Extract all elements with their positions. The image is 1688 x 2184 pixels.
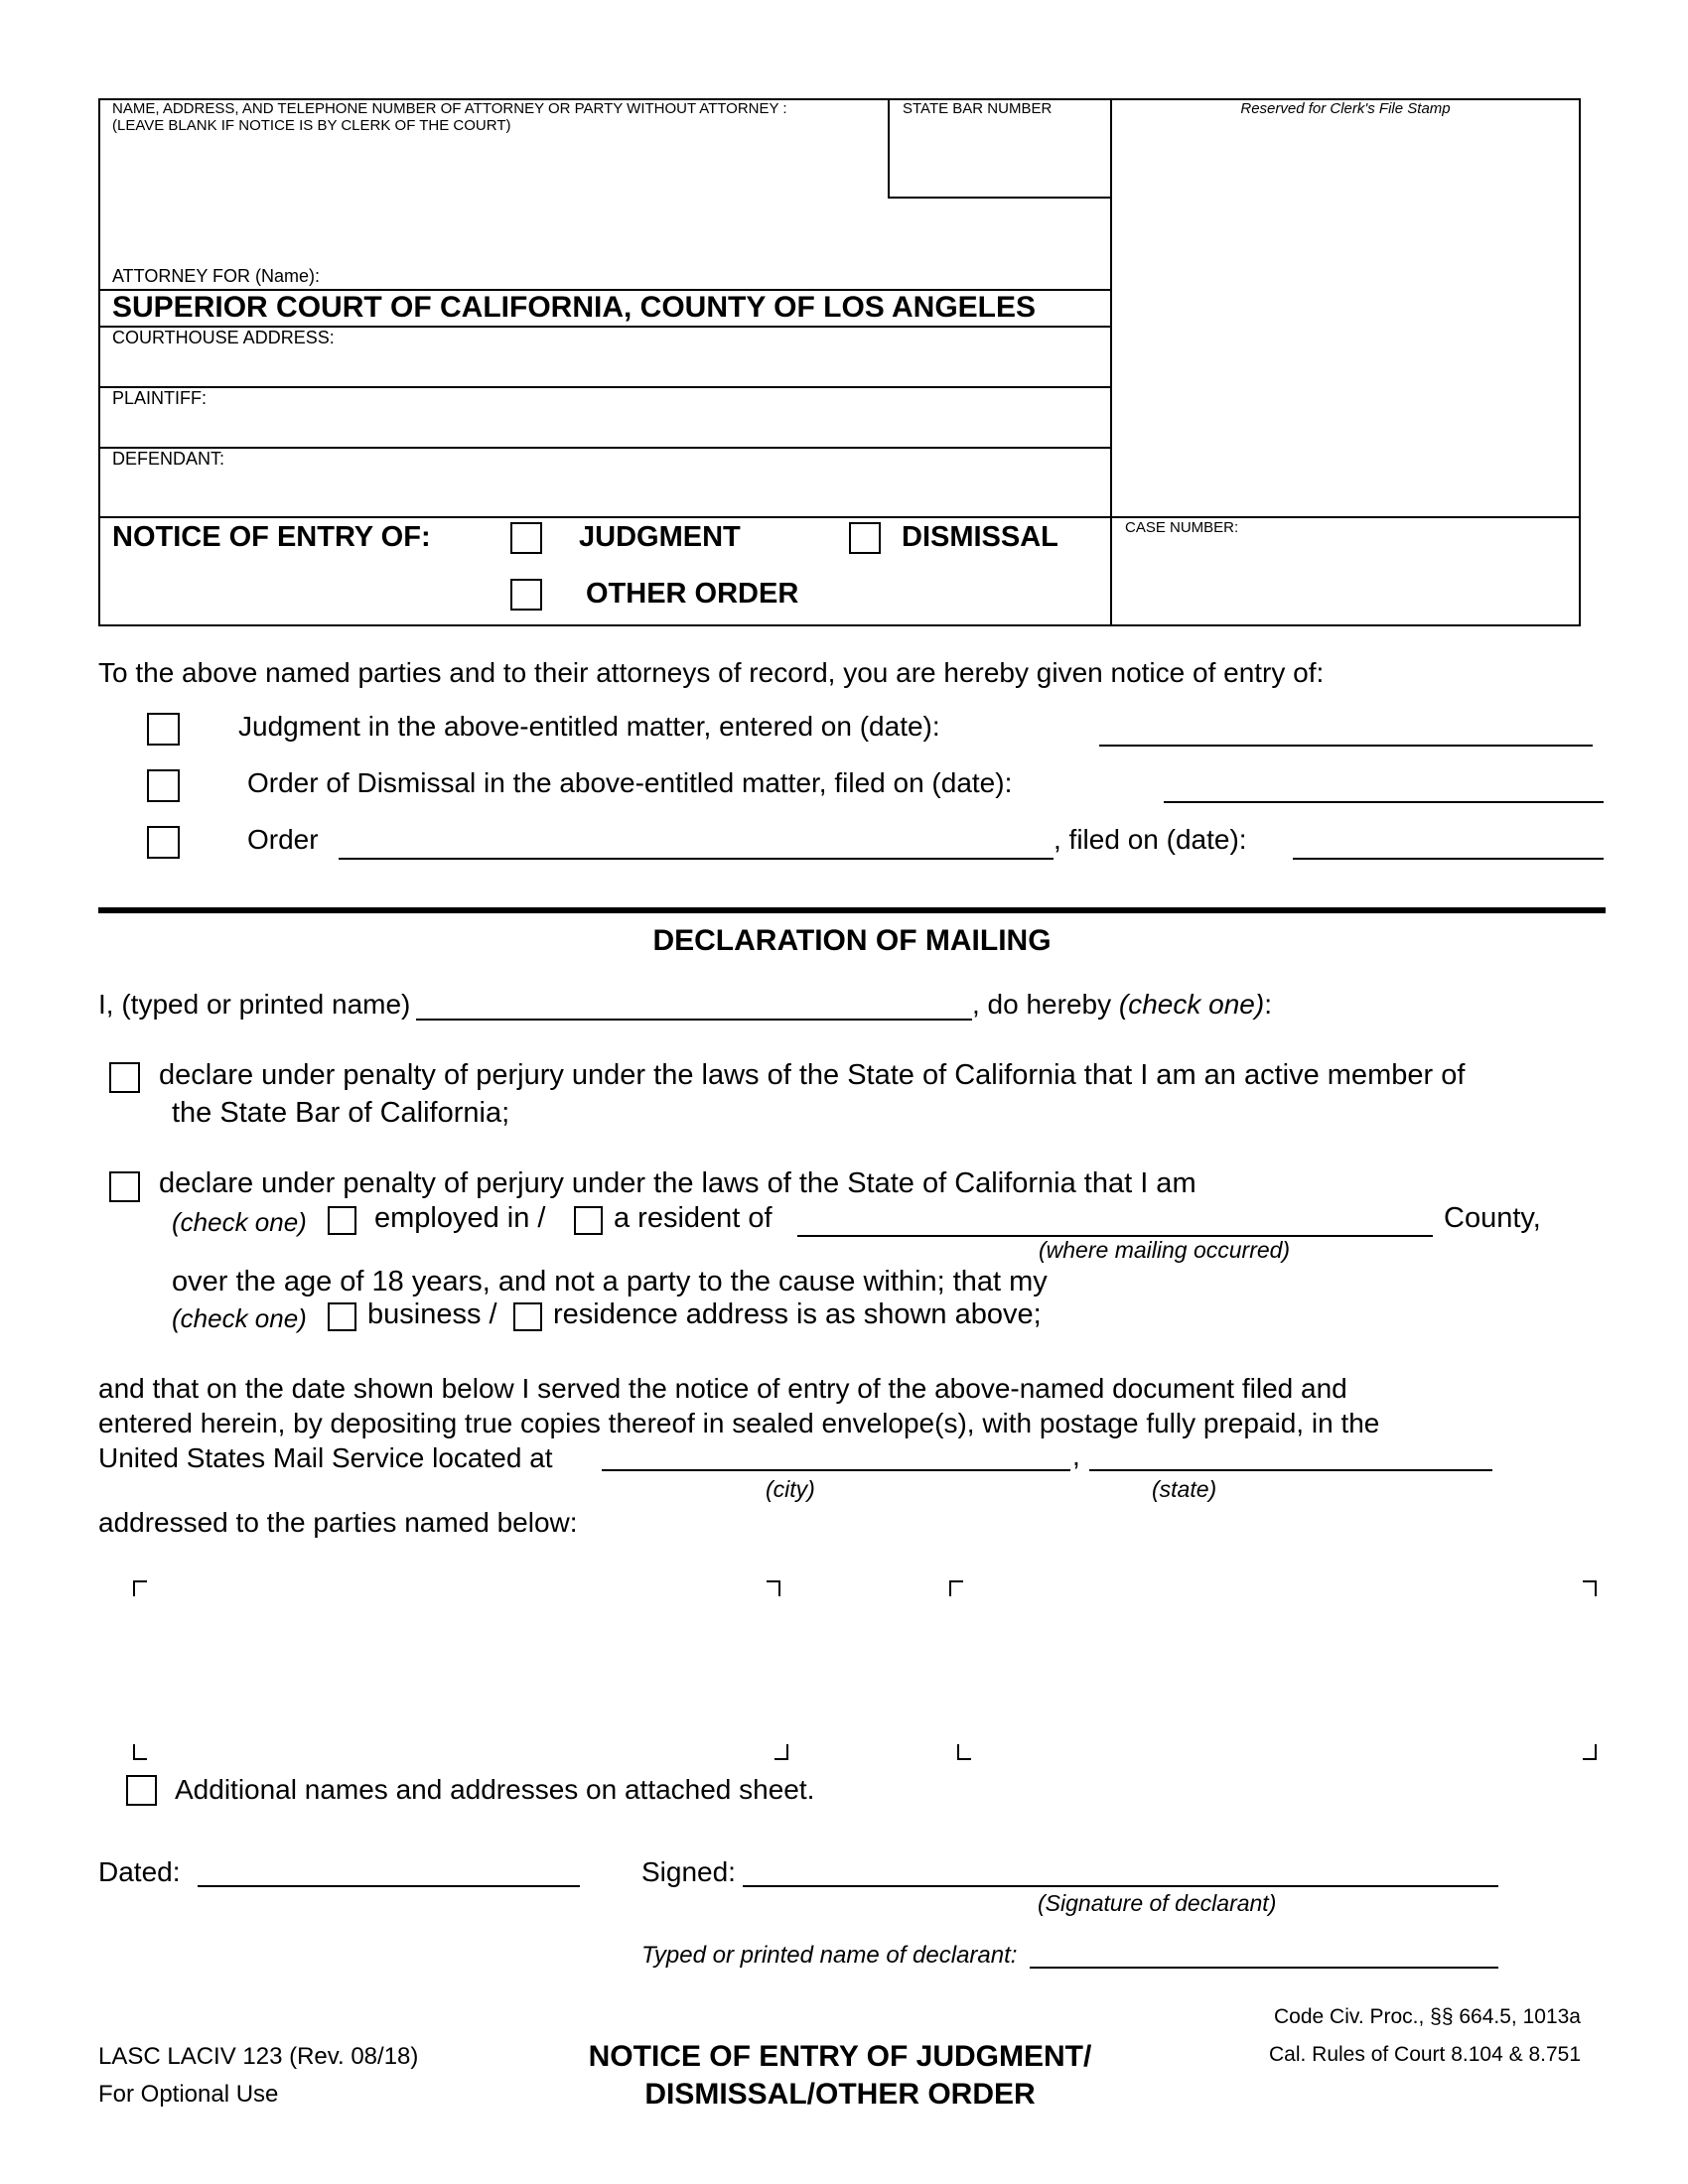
judgment-checkbox[interactable] [510,522,542,554]
order-date-field[interactable] [1293,858,1604,860]
optional-use: For Optional Use [98,2081,279,2108]
attorney-for-label: ATTORNEY FOR (Name): [112,266,321,286]
served-line3: United States Mail Service located at [98,1442,553,1473]
declarant-name-prefix: I, (typed or printed name) [98,989,411,1020]
served-line2: entered herein, by depositing true copies thereof in sealed envelope(s), with postage fully prepaid, in the [98,1408,1380,1438]
order-name-field[interactable] [339,858,1054,860]
employed-in-label: employed in / [374,1202,546,1234]
attorney-info-label [112,100,887,134]
business-checkbox[interactable] [328,1302,356,1331]
dismissal-checkbox[interactable] [849,522,881,554]
judgment-option-label: JUDGMENT [579,521,741,553]
do-hereby-line [972,989,1272,1021]
state-caption: (state) [1152,1476,1217,1502]
served-paragraph [98,1371,1379,1475]
option1-line2: the State Bar of California; [172,1097,510,1129]
where-mailing-caption: (where mailing occurred) [1039,1237,1291,1263]
section-divider [98,907,1606,913]
check-one-address: (check one) [172,1303,307,1333]
footer-title-line2: DISMISSAL/OTHER ORDER [644,2078,1036,2111]
residence-checkbox[interactable] [513,1302,542,1331]
other-order-option-label: OTHER ORDER [586,578,799,610]
plaintiff-label: PLAINTIFF: [112,388,208,408]
non-member-checkbox[interactable] [109,1171,140,1202]
signature-caption: (Signature of declarant) [1038,1890,1277,1916]
declarant-name-line [98,989,410,1021]
option1-line1: declare under penalty of perjury under the laws of the State of California that I am an active member of [159,1059,1466,1091]
age-line: over the age of 18 years, and not a party to the cause within; that my [172,1266,1048,1297]
defendant-label: DEFENDANT: [112,449,225,469]
typed-name-label: Typed or printed name of declarant: [641,1942,1018,1969]
additional-names-checkbox[interactable] [126,1775,157,1806]
bar-member-checkbox[interactable] [109,1062,140,1093]
resident-of-checkbox[interactable] [574,1206,603,1235]
courthouse-address-label: COURTHOUSE ADDRESS: [112,328,335,347]
check-one-employment: (check one) [172,1207,307,1237]
city-caption: (city) [766,1476,815,1502]
rules-reference: Cal. Rules of Court 8.104 & 8.751 [1268,2043,1581,2066]
footer-title-line1: NOTICE OF ENTRY OF JUDGMENT/ [588,2040,1092,2073]
dismissal-date-field[interactable] [1164,801,1604,803]
clerk-file-stamp-label: Reserved for Clerk's File Stamp [1240,100,1451,117]
residence-label: residence address is as shown above; [553,1298,1042,1330]
attorney-label-line1: NAME, ADDRESS, AND TELEPHONE NUMBER OF ATTORNEY OR PARTY WITHOUT ATTORNEY : [112,100,787,117]
county-label: County, [1444,1202,1541,1234]
city-state-comma: , [1072,1440,1080,1471]
judgment-entered-checkbox[interactable] [147,713,180,746]
colon-text: : [1264,989,1272,1020]
option2-line1: declare under penalty of perjury under the laws of the State of California that I am [159,1167,1196,1199]
order-label: Order [247,824,319,855]
court-name: SUPERIOR COURT OF CALIFORNIA, COUNTY OF LOS ANGELES [112,291,1037,324]
form-id: LASC LACIV 123 (Rev. 08/18) [98,2043,419,2070]
dated-field[interactable] [198,1885,580,1887]
declarant-name-field[interactable] [416,1019,972,1021]
footer-title [496,2038,1184,2114]
dismissal-filed-text: Order of Dismissal in the above-entitled matter, filed on (date): [247,767,1013,798]
dismissal-option-label: DISMISSAL [902,521,1058,553]
additional-names-text: Additional names and addresses on attached sheet. [175,1774,815,1805]
typed-name-field[interactable] [1030,1967,1498,1969]
check-one-text: (check one) [1118,989,1265,1020]
signed-label: Signed: [641,1856,736,1887]
notice-of-entry-label: NOTICE OF ENTRY OF: [112,521,431,553]
declaration-title: DECLARATION OF MAILING [652,924,1052,957]
notice-intro: To the above named parties and to their attorneys of record, you are hereby given notice of entry of: [98,657,1325,688]
resident-of-label: a resident of [614,1202,773,1234]
do-hereby-text: , do hereby [972,989,1112,1020]
addressed-to-text: addressed to the parties named below: [98,1507,578,1538]
served-line1: and that on the date shown below I served the notice of entry of the above-named document filed and [98,1373,1347,1404]
judgment-entered-text: Judgment in the above-entitled matter, entered on (date): [238,711,940,742]
attorney-label-line2: (LEAVE BLANK IF NOTICE IS BY CLERK OF THE COURT) [112,117,511,134]
dismissal-filed-checkbox[interactable] [147,769,180,802]
judgment-date-field[interactable] [1099,745,1593,747]
dated-label: Dated: [98,1856,181,1887]
order-filed-on-text: , filed on (date): [1054,824,1247,855]
case-number-label: CASE NUMBER: [1125,519,1239,536]
other-order-checkbox[interactable] [510,579,542,611]
state-field[interactable] [1089,1469,1492,1471]
code-reference: Code Civ. Proc., §§ 664.5, 1013a [1274,2005,1581,2028]
employed-in-checkbox[interactable] [328,1206,356,1235]
business-label: business / [367,1298,497,1330]
signature-field[interactable] [743,1885,1498,1887]
state-bar-number-label: STATE BAR NUMBER [903,100,1053,117]
city-field[interactable] [602,1469,1070,1471]
order-filed-checkbox[interactable] [147,826,180,859]
